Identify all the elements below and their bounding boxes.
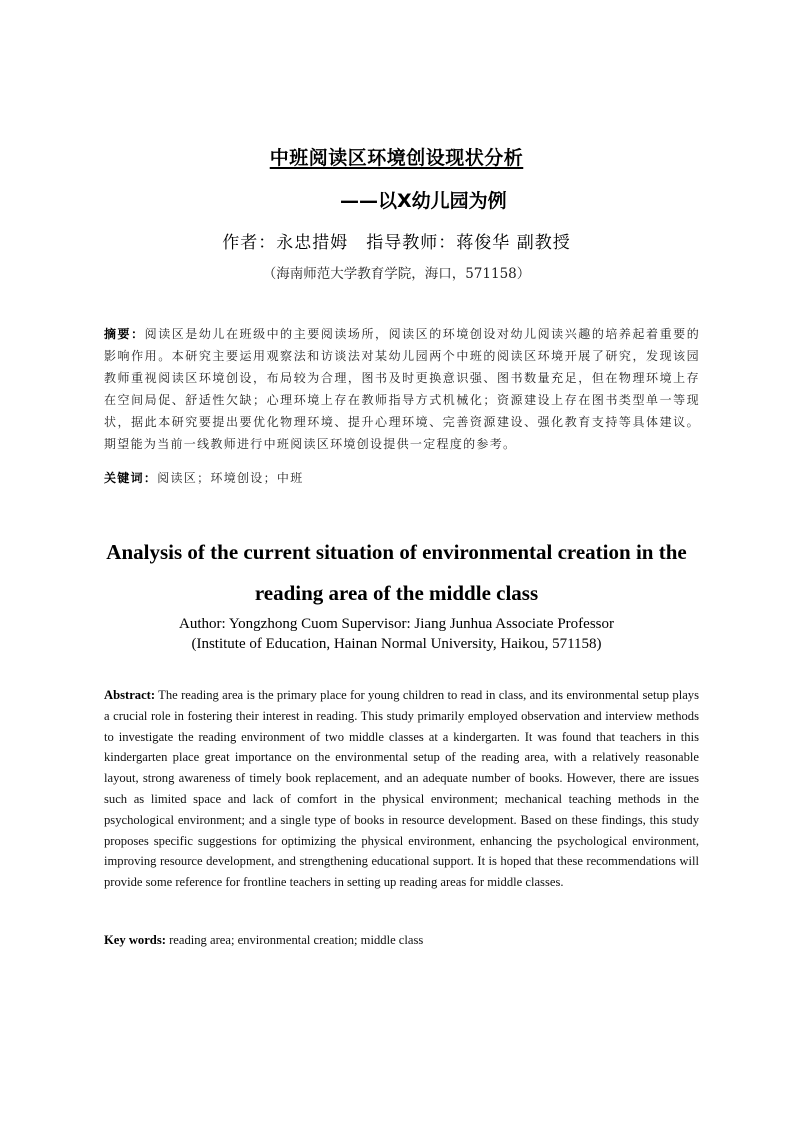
chinese-title-text: 中班阅读区环境创设现状分析 [269,147,524,169]
chinese-abstract-text: 阅读区是幼儿在班级中的主要阅读场所，阅读区的环境创设对幼儿阅读兴趣的培养起着重要的影响作用。本研究主要运用观察法和访谈法对某幼儿园两个中班的阅读区环境开展了研究，发现该园教师重视阅读区环境创设，布局较为合理，图书及时更换意识强、图书数量充足，但在物理环境上存在空间局促、舒适性欠缺；心理环境上存在教师指导方式机械化；资源建设上存在图书类型单一等现状，据此本研究要提出要优化物理环境、提升心理环境、完善资源建设、强化教育支持等具体建议。期望能为当前一线教师进行中班阅读区环境创设提供一定程度的参考。 [104,327,700,451]
chinese-authors: 作者：永忠措姆 指导教师：蒋俊华 副教授 [222,233,571,253]
english-abstract [104,685,699,893]
chinese-subtitle: ——以X幼儿园为例 [340,190,507,212]
english-keywords [104,933,423,948]
chinese-keywords-text: 阅读区；环境创设；中班 [157,471,304,485]
chinese-keywords [104,469,304,486]
chinese-affiliation: （海南师范大学教育学院，海口，571158） [262,266,531,282]
chinese-keywords-label: 关键词： [104,471,158,485]
english-title-line1: Analysis of the current situation of environmental creation in the [106,540,687,564]
english-abstract-text: The reading area is the primary place for young children to read in class, and its environmental setup plays a crucial role in fostering their interest in reading. This study primarily employed observation and interview methods to investigate the reading environment of two middle classes at a kindergarten. It was found that teachers in this kindergarten place great importance on the environmental setup of the reading area, with a relatively reasonable layout, strong awareness of timely book replacement, and an adequate number of books. However, there are issues such as limited space and lack of comfort in the physical environment; mechanical teaching methods in the psychological environment; and a single type of books in resource development. Based on these findings, this study proposes specific suggestions for optimizing the physical environment, enhancing the psychological environment, improving resource development, and strengthening educational support. It is hoped that these recommendations will provide some reference for frontline teachers in setting up reading areas for middle classes. [104,688,699,890]
english-affiliation: (Institute of Education, Hainan Normal University, Haikou, 571158) [191,636,602,652]
english-keywords-label: Key words: [104,933,166,947]
chinese-abstract [104,323,700,455]
chinese-title [0,143,793,170]
english-abstract-label: Abstract: [104,688,156,702]
english-keywords-text: reading area; environmental creation; middle class [165,933,424,947]
english-authors: Author: Yongzhong Cuom Supervisor: Jiang Junhua Associate Professor [179,616,614,632]
english-title-line2: reading area of the middle class [254,581,539,605]
chinese-abstract-label: 摘要： [104,327,145,341]
